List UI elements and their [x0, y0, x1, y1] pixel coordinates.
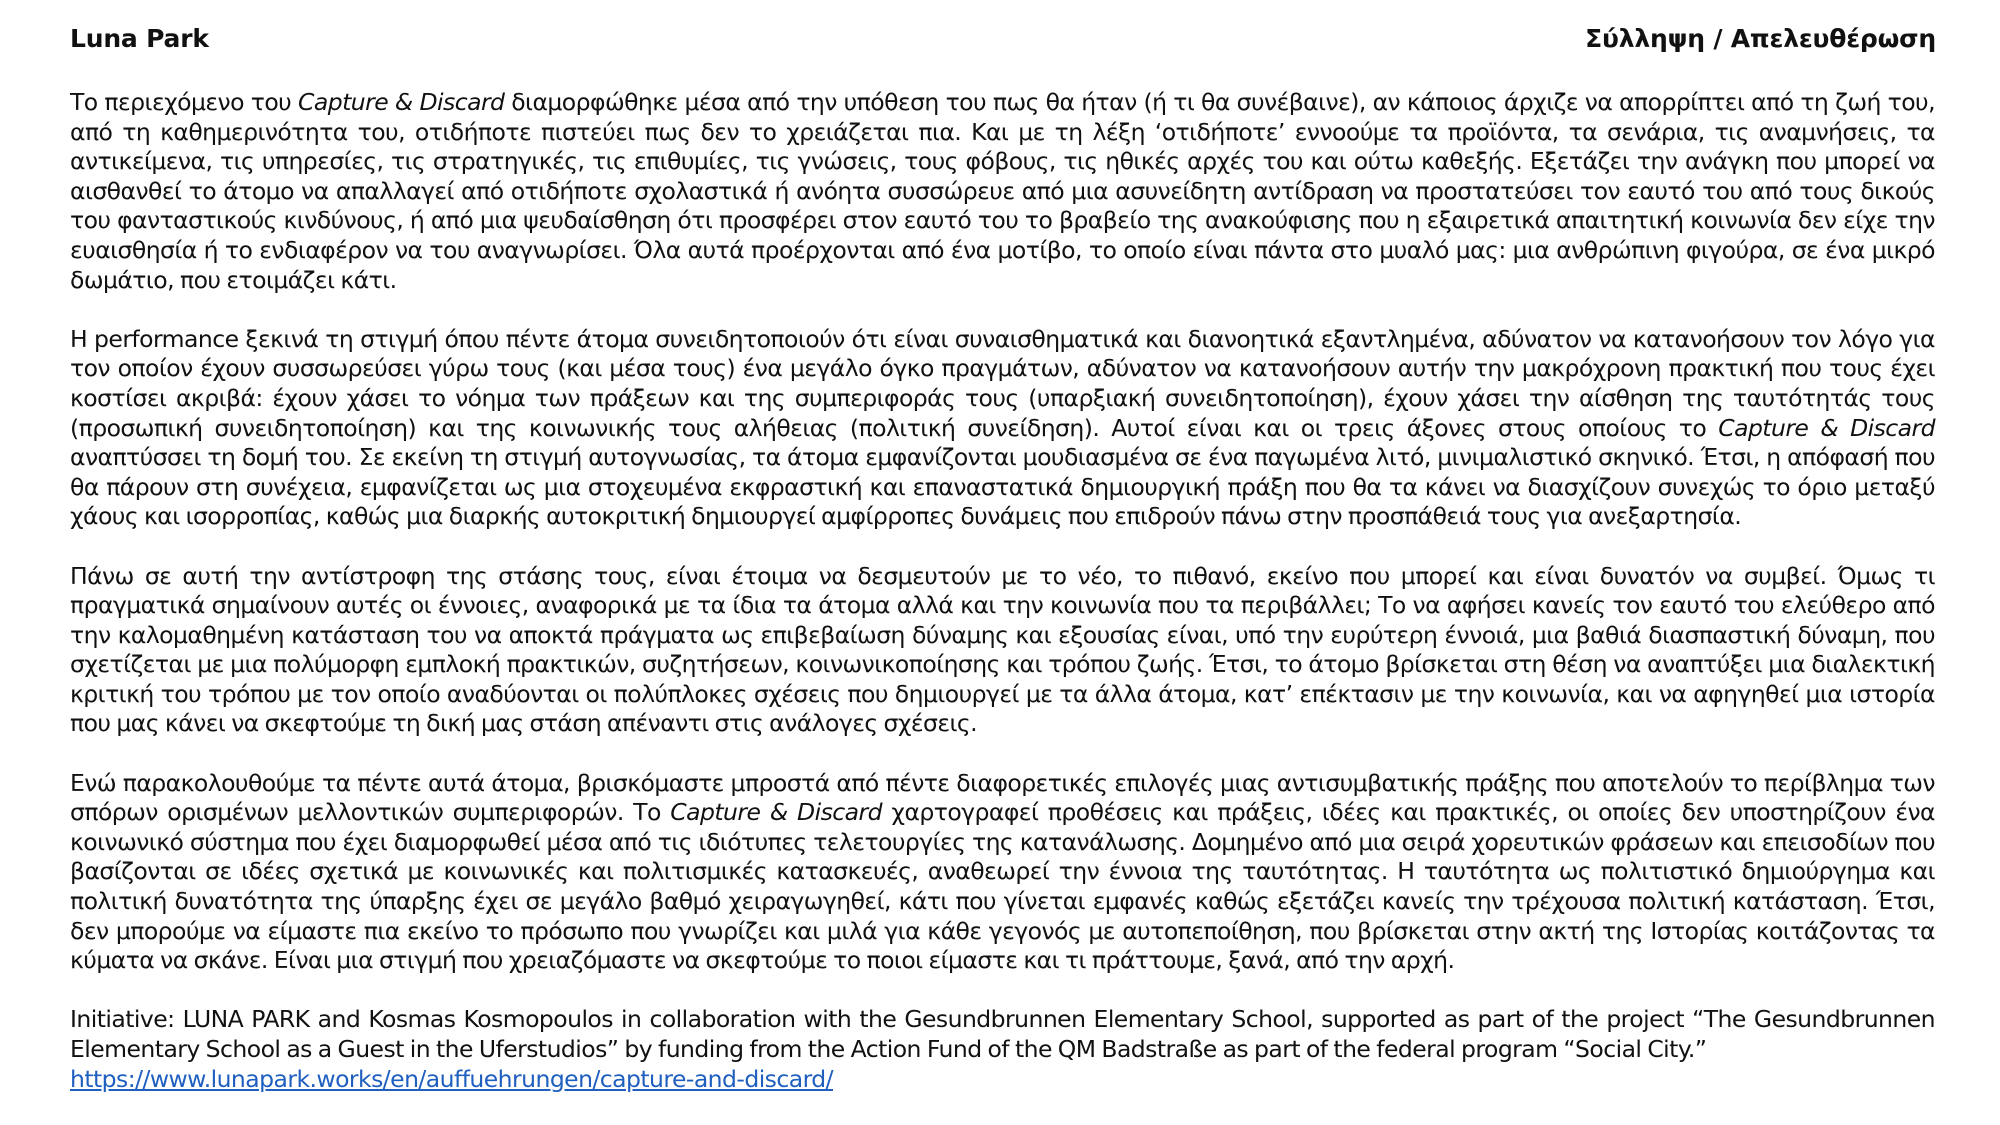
- paragraph-2-text-a: Η performance ξεκινά τη στιγμή όπου πέντε άτομα συνειδητοποιούν ότι είναι συναισθηματικά και διανοητικά εξαντλημένα, αδύνατον να κατανοήσουν τον λόγο για τον οποίον έχουν συσσωρεύσει γύρω τους (και μέσα τους) ένα μεγάλο όγκο πραγμάτων, αδύνατον να κατανοήσουν αυτήν την μακρόχρονη πρακτική που τους έχει κοστίσει ακριβά: έχουν χάσει το νόημα των πράξεων και της συμπεριφοράς τους (υπαρξιακή συνειδητοποίηση), έχουν χάσει την αίσθηση της ταυτότητάς τους (προσωπική συνειδητοποίηση) και της κοινωνικής τους αλήθειας (πολιτική συνείδηση). Αυτοί είναι και οι τρεις άξονες στους οποίους το: [70, 324, 1935, 442]
- paragraph-2: [70, 325, 1935, 532]
- paragraph-1: [70, 88, 1935, 295]
- document-body: [70, 88, 1935, 1094]
- paragraph-2-title: Capture & Discard: [1718, 413, 1936, 442]
- paragraph-4-text-b: χαρτογραφεί προθέσεις και πράξεις, ιδέες και πρακτικές, οι οποίες δεν υποστηρίζουν ένα κοινωνικό σύστημα που έχει διαμορφωθεί μέσα από τις ιδιότυπες τελετουργίες της κατανάλωσης. Δομημένο από μια σειρά χορευτικών φράσεων και επεισοδίων που βασίζονται σε ιδέες σχετικά με κοινωνικές και πολιτισμικές κατασκευές, αναθεωρεί την έννοια της ταυτότητας. Η ταυτότητα ως πολιτιστικό δημιούργημα και πολιτική δυνατότητα της ύπαρξης έχει σε μεγάλο βαθμό χειραγωγηθεί, κάτι που γίνεται εμφανές καθώς εξετάζει κανείς την τρέχουσα πολιτική κατάσταση. Έτσι, δεν μπορούμε να είμαστε πια εκείνο το πρόσωπο που γνωρίζει και μιλά για κάθε γεγονός με αυτοπεποίθηση, που βρίσκεται στην ακτή της Ιστορίας κοιτάζοντας τα κύματα να σκάνε. Είναι μια στιγμή που χρειαζόμαστε να σκεφτούμε το ποιοι είμαστε και τι πράττουμε, ξανά, από την αρχή.: [70, 798, 1935, 975]
- paragraph-4-text-a: Ενώ παρακολουθούμε τα πέντε αυτά άτομα, βρισκόμαστε μπροστά από πέντε διαφορετικές επιλογές μιας αντισυμβατικής πράξης που αποτελούν το περίβλημα των σπόρων ορισμένων μελλοντικών συμπεριφορών. Το: [70, 768, 1935, 827]
- paragraph-2-text-b: αναπτύσσει τη δομή του. Σε εκείνη τη στιγμή αυτογνωσίας, τα άτομα εμφανίζονται μουδιασμένα σε ένα παγωμένα λιτό, μινιμαλιστικό σκηνικό. Έτσι, η απόφασή που θα πάρουν στη συνέχεια, εμφανίζεται ως μια στοχευμένα εκφραστική και επαναστατικά δημιουργική πράξη που θα τα κάνει να διασχίζουν συνεχώς το όριο μεταξύ χάους και ισορροπίας, καθώς μια διαρκής αυτοκριτική δημιουργεί αμφίρροπες δυνάμεις που επιδρούν πάνω στην προσπάθειά τους για ανεξαρτησία.: [70, 443, 1935, 531]
- header-title-left: Luna Park: [70, 24, 209, 53]
- paragraph-3: [70, 562, 1935, 740]
- credits-text: Initiative: LUNA PARK and Kosmas Kosmopoulos in collaboration with the Gesundbrunnen Elementary School, supported as part of the project “The Gesundbrunnen Elementary School as a Guest in the Uferstudios” by funding from the Action Fund of the QM Badstraße as part of the federal program “Social City.”: [70, 1005, 1935, 1063]
- paragraph-credits: [70, 1005, 1935, 1094]
- document-page: [70, 24, 1935, 1094]
- paragraph-1-text-b: διαμορφώθηκε μέσα από την υπόθεση του πως θα ήταν (ή τι θα συνέβαινε), αν κάποιος άρχιζε να απορρίπτει από τη ζωή του, από τη καθημερινότητα του, οτιδήποτε πιστεύει πως δεν το χρειάζεται πια. Και με τη λέξη ‘οτιδήποτε’ εννοούμε τα προϊόντα, τα σενάρια, τις αναμνήσεις, τα αντικείμενα, τις υπηρεσίες, τις στρατηγικές, τις επιθυμίες, τις γνώσεις, τους φόβους, τις ηθικές αρχές του και ούτω καθεξής. Εξετάζει την ανάγκη που μπορεί να αισθανθεί το άτομο να απαλλαγεί από οτιδήποτε σχολαστικά ή ανόητα συσσώρευε από μια ασυνείδητη αντίδραση να προστατεύσει τον εαυτό του από τους δικούς του φανταστικούς κινδύνους, ή από μια ψευδαίσθηση ότι προσφέρει στον εαυτό του το βραβείο της ανακούφισης που η εξαιρετικά απαιτητική κοινωνία δεν είχε την ευαισθησία ή το ενδιαφέρον να του αναγνωρίσει. Όλα αυτά προέρχονται από ένα μοτίβο, το οποίο είναι πάντα στο μυαλό μας: μια ανθρώπινη φιγούρα, σε ένα μικρό δωμάτιο, που ετοιμάζει κάτι.: [70, 88, 1935, 294]
- project-link[interactable]: https://www.lunapark.works/en/auffuehrungen/capture-and-discard/: [70, 1064, 834, 1093]
- paragraph-1-text-a: Το περιεχόμενο του: [70, 88, 299, 116]
- paragraph-1-title: Capture & Discard: [298, 88, 505, 116]
- paragraph-4: [70, 769, 1935, 976]
- header-title-right: Σύλληψη / Απελευθέρωση: [1585, 24, 1936, 53]
- paragraph-4-title: Capture & Discard: [670, 798, 882, 827]
- document-header: [70, 24, 1935, 64]
- paragraph-3-text: Πάνω σε αυτή την αντίστροφη της στάσης τους, είναι έτοιμα να δεσμευτούν με το νέο, το πιθανό, εκείνο που μπορεί και είναι δυνατόν να συμβεί. Όμως τι πραγματικά σημαίνουν αυτές οι έννοιες, αναφορικά με τα ίδια τα άτομα αλλά και την κοινωνία που τα περιβάλλει; Το να αφήσει κανείς τον εαυτό του ελεύθερο από την καλομαθημένη κατάσταση του να αποκτά πράγματα ως επιβεβαίωση δύναμης και εξουσίας είναι, υπό την ευρύτερη έννοιά, μια βαθιά διασπαστική δύναμη, που σχετίζεται με μια πολύμορφη εμπλοκή πρακτικών, συζητήσεων, κοινωνικοποίησης και τρόπου ζωής. Έτσι, το άτομο βρίσκεται στη θέση να αναπτύξει μια διαλεκτική κριτική του τρόπου με τον οποίο αναδύονται οι πολύπλοκες σχέσεις που δημιουργεί με τα άλλα άτομα, κατ’ επέκτασιν με την κοινωνία, και να αφηγηθεί μια ιστορία που μας κάνει να σκεφτούμε τη δική μας στάση απέναντι στις ανάλογες σχέσεις.: [70, 561, 1935, 738]
